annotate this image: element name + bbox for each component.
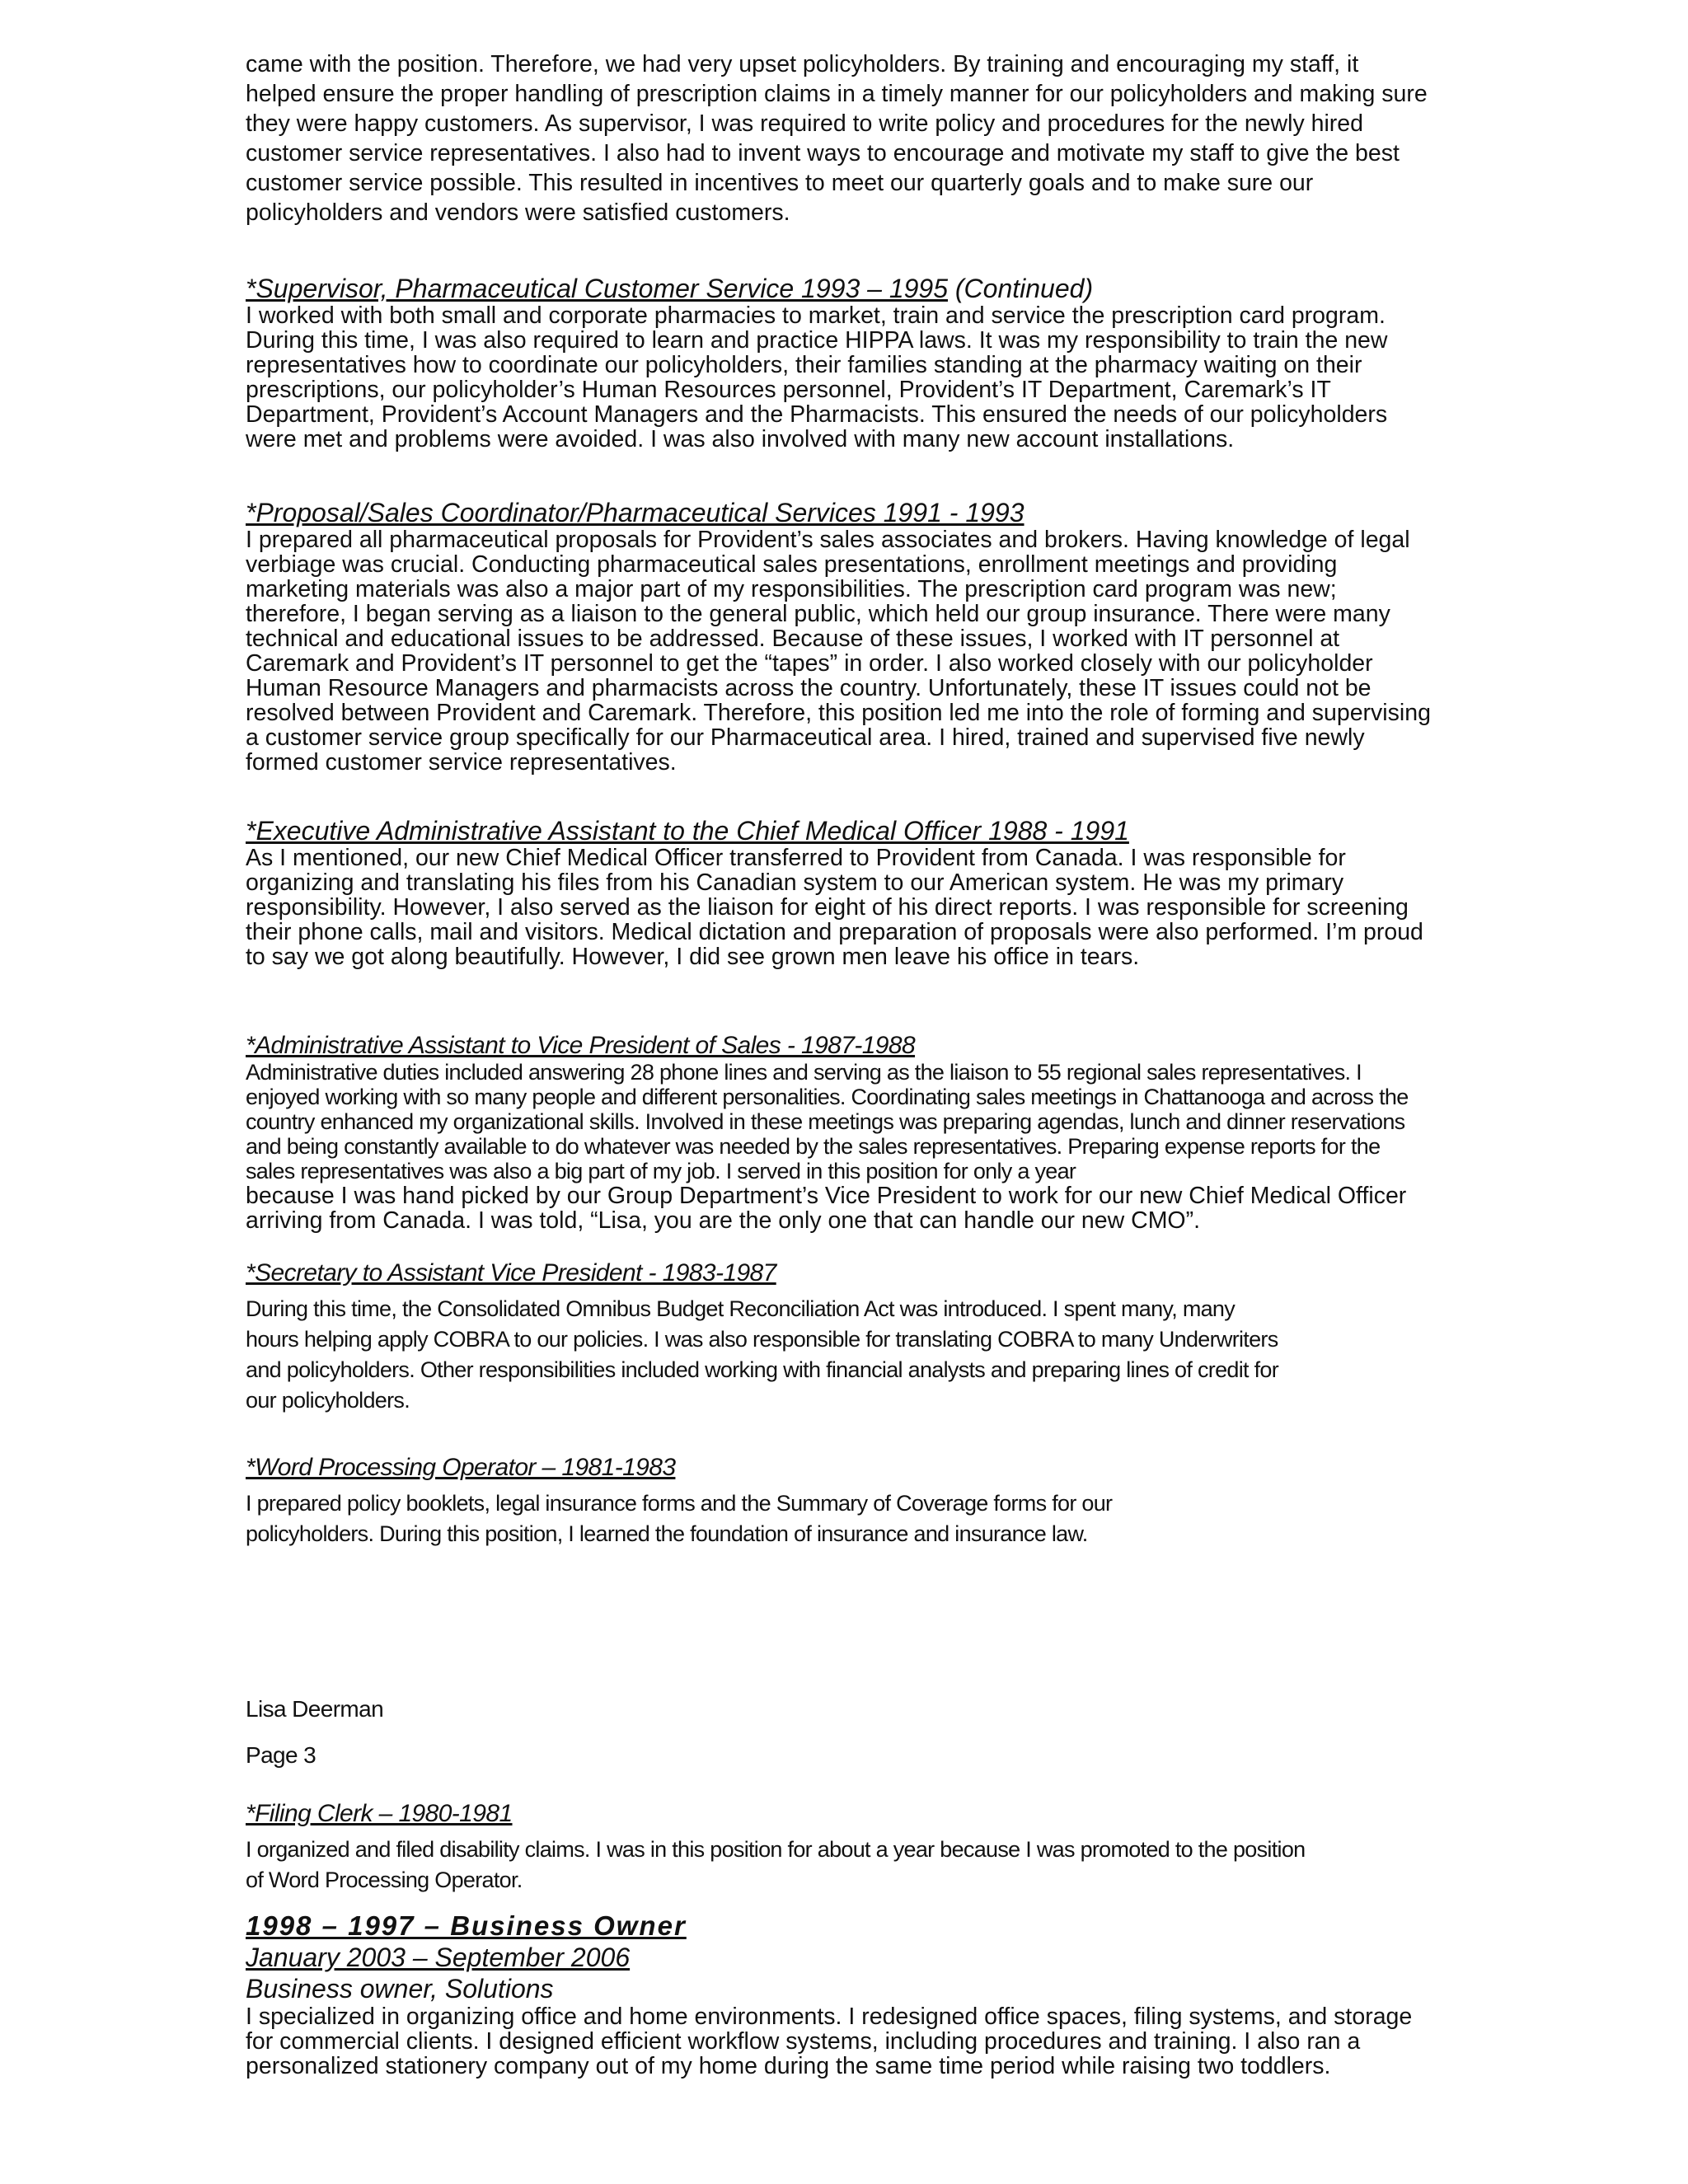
section-executive-assistant bbox=[246, 816, 1432, 969]
business-subtitle: Business owner, Solutions bbox=[246, 1974, 554, 2004]
section-heading bbox=[246, 274, 1432, 303]
section-body-condensed: Administrative duties included answering 28 phone lines and serving as the liaison to 55 regional sales representatives. I enjoyed working with so many people and different personalities. Coordinating sales meetings in Chattanooga and across the country enhanced my organizational skills. Involved in these meetings was preparing agendas, lunch and dinner reservations and being constantly available to do whatever was needed by the sales representatives. Preparing expense reports for the sales representatives was also a big part of my job. I served in this position for only a year bbox=[246, 1060, 1409, 1183]
heading-title: *Supervisor, Pharmaceutical Customer Service 1993 – 1995 bbox=[246, 274, 948, 303]
business-title: 1998 – 1997 – Business Owner bbox=[246, 1910, 687, 1941]
section-body: As I mentioned, our new Chief Medical Officer transferred to Provident from Canada. I was responsible for organizing and translating his files from his Canadian system to our American system. He was my primary responsibility. However, I also served as the liaison for eight of his direct reports. I was responsible for screening their phone calls, mail and visitors. Medical dictation and preparation of proposals were also performed. I’m proud to say we got along beautifully. However, I did see grown men leave his office in tears. bbox=[246, 845, 1423, 970]
intro-paragraph-block bbox=[246, 49, 1432, 227]
author-name: Lisa Deerman bbox=[246, 1696, 384, 1722]
business-dates: January 2003 – September 2006 bbox=[246, 1943, 631, 1972]
section-body: because I was hand picked by our Group Department’s Vice President to work for our new Chief Medical Officer arriving from Canada. I was told, “Lisa, you are the only one that can handle our new CMO”. bbox=[246, 1183, 1407, 1234]
section-body: During this time, the Consolidated Omnibus Budget Reconciliation Act was introduced. I spent many, many hours helping apply COBRA to our policies. I was also responsible for translating COBRA to many Underwriters and policyholders. Other responsibilities included working with financial analysts and preparing lines of credit for our policyholders. bbox=[246, 1296, 1279, 1413]
section-heading: *Administrative Assistant to Vice President of Sales - 1987-1988 bbox=[246, 1032, 916, 1059]
intro-paragraph: came with the position. Therefore, we had very upset policyholders. By training and encouraging my staff, it helped ensure the proper handling of prescription claims in a timely manner for our policyholders and making sure they were happy customers. As supervisor, I was required to write policy and procedures for the newly hired customer service representatives. I also had to invent ways to encourage and motivate my staff to give the best customer service possible. This resulted in incentives to meet our quarterly goals and to make sure our policyholders and vendors were satisfied customers. bbox=[246, 51, 1428, 226]
section-filing-clerk bbox=[246, 1800, 1432, 1896]
section-body: I prepared all pharmaceutical proposals for Provident’s sales associates and brokers. Having knowledge of legal verbiage was crucial. Conducting pharmaceutical sales presentations, enrollment meetings and providing marketing materials was also a major part of my responsibilities. The prescription card program was new; therefore, I began serving as a liaison to the general public, which held our group insurance. There were many technical and educational issues to be addressed. Because of these issues, I worked with IT personnel at Caremark and Provident’s IT personnel to get the “tapes” in order. I also worked closely with our policyholder Human Resource Managers and pharmacists across the country. Unfortunately, these IT issues could not be resolved between Provident and Caremark. Therefore, this position led me into the role of forming and supervising a customer service group specifically for our Pharmaceutical area. I hired, trained and supervised five newly formed customer service representatives. bbox=[246, 527, 1431, 776]
section-heading: *Secretary to Assistant Vice President - 1983-1987 bbox=[246, 1259, 776, 1286]
heading-suffix: (Continued) bbox=[948, 274, 1094, 303]
section-heading bbox=[246, 816, 1432, 846]
section-body: I prepared policy booklets, legal insurance forms and the Summary of Coverage forms for our policyholders. During this position, I learned the foundation of insurance and insurance law. bbox=[246, 1491, 1113, 1546]
section-heading: *Word Processing Operator – 1981-1983 bbox=[246, 1454, 676, 1481]
page-header bbox=[246, 1686, 1432, 1779]
section-heading bbox=[246, 498, 1432, 527]
section-body: I specialized in organizing office and home environments. I redesigned office spaces, filing systems, and storage for commercial clients. I designed efficient workflow systems, including procedures and training. I also ran a personalized stationery company out of my home during the same time period while raising two toddlers. bbox=[246, 2004, 1413, 2079]
section-heading: *Filing Clerk – 1980-1981 bbox=[246, 1800, 513, 1827]
section-business-owner bbox=[246, 1910, 1432, 2079]
heading-title: *Executive Administrative Assistant to the Chief Medical Officer 1988 - 1991 bbox=[246, 816, 1129, 846]
section-word-processing bbox=[246, 1454, 1432, 1549]
page-number: Page 3 bbox=[246, 1742, 316, 1768]
section-body: I organized and filed disability claims. I was in this position for about a year because I was promoted to the position of Word Processing Operator. bbox=[246, 1837, 1306, 1892]
section-proposal-coordinator bbox=[246, 498, 1432, 775]
section-admin-assistant bbox=[246, 1032, 1432, 1233]
section-secretary bbox=[246, 1259, 1432, 1416]
section-body: I worked with both small and corporate pharmacies to market, train and service the prescription card program. During this time, I was also required to learn and practice HIPPA laws. It was my responsibility to train the new representatives how to coordinate our policyholders, their families standing at the pharmacy waiting on their prescriptions, our policyholder’s Human Resources personnel, Provident’s IT Department, Caremark’s IT Department, Provident’s Account Managers and the Pharmacists. This ensured the needs of our policyholders were met and problems were avoided. I was also involved with many new account installations. bbox=[246, 302, 1388, 452]
section-supervisor bbox=[246, 274, 1432, 452]
heading-title: *Proposal/Sales Coordinator/Pharmaceutical Services 1991 - 1993 bbox=[246, 498, 1025, 527]
